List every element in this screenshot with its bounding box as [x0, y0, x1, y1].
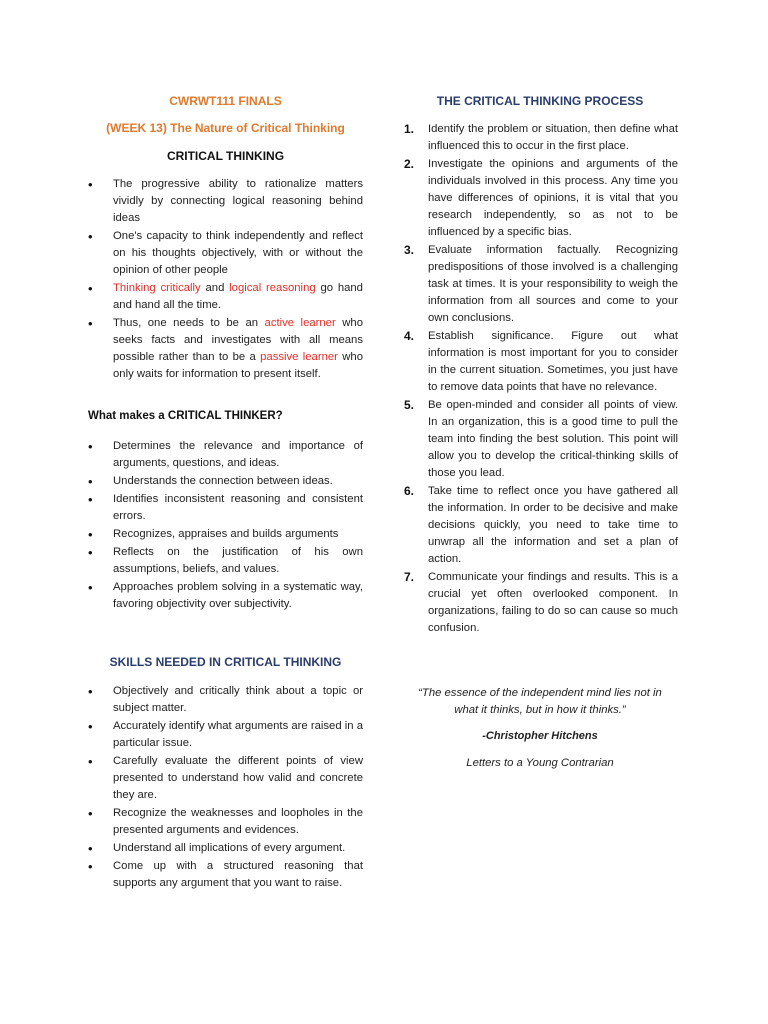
highlight-passive-learner: passive learner [260, 351, 338, 363]
week-title: (WEEK 13) The Nature of Critical Thinking [106, 121, 345, 135]
critical-thinker-list [88, 438, 363, 614]
process-step: 4. Establish significance. Figure out what information is most important for you to consider in the current situation. Sometimes, you just have to remove data points that have no relevance. [404, 329, 678, 393]
list-item: • Understand all implications of every argument. [88, 840, 363, 857]
process-step: 6. Take time to reflect once you have gathered all the information. In order to be decisive and make decisions quickly, you need to take time to unwrap all the information and set a plan of action. [404, 484, 678, 565]
process-step: 5. Be open-minded and consider all points of view. In an organization, this is a good time to pull the team into finding the best solution. This point will allow you to develop the critical-thinking skills of those you lead. [404, 398, 678, 479]
section-title-critical-thinking: CRITICAL THINKING [166, 149, 285, 163]
course-title: CWRWT111 FINALS [169, 94, 282, 108]
list-item: • Carefully evaluate the different points of view presented to understand how valid and concrete they are. [88, 753, 363, 804]
list-item: • Thinking critically and logical reasoning go hand and hand all the time. [88, 280, 363, 314]
list-item: • Accurately identify what arguments are raised in a particular issue. [88, 718, 363, 752]
highlight-thinking-critically: Thinking critically [113, 282, 201, 294]
list-item: • Identifies inconsistent reasoning and consistent errors. [88, 491, 363, 525]
list-item: • Come up with a structured reasoning that supports any argument that you want to raise. [88, 858, 363, 892]
list-item: • Recognizes, appraises and builds arguments [88, 526, 363, 543]
section-title-process: THE CRITICAL THINKING PROCESS [436, 94, 644, 108]
list-item: • Recognize the weaknesses and loopholes in the presented arguments and evidences. [88, 805, 363, 839]
process-steps-list [402, 121, 678, 638]
skills-list [88, 683, 363, 893]
list-item: • Reflects on the justification of his own assumptions, beliefs, and values. [88, 544, 363, 578]
list-item: • Understands the connection between ideas. [88, 473, 363, 490]
section-title-critical-thinker: What makes a CRITICAL THINKER? [88, 410, 283, 422]
list-item: • The progressive ability to rationalize matters vividly by connecting logical reasoning behind ideas [88, 176, 363, 227]
process-step: 3. Evaluate information factually. Recognizing predispositions of those involved is a challenging task at times. It is your responsibility to weigh the information from all sources and come to your own conclusions. [404, 243, 678, 324]
section-title-skills: SKILLS NEEDED IN CRITICAL THINKING [109, 655, 342, 669]
list-item: • Determines the relevance and importance of arguments, questions, and ideas. [88, 438, 363, 472]
list-item: • Approaches problem solving in a systematic way, favoring objectivity over subjectivity. [88, 579, 363, 613]
critical-thinking-list [88, 176, 363, 384]
process-step: 7. Communicate your findings and results. This is a crucial yet often overlooked component. In organizations, failing to do so can cause so much confusion. [404, 570, 678, 634]
quote-author: -Christopher Hitchens [482, 730, 598, 742]
highlight-logical-reasoning: logical reasoning [229, 282, 316, 294]
list-item: • One's capacity to think independently and reflect on his thoughts objectively, with or without the opinion of other people [88, 228, 363, 279]
list-item: • Thus, one needs to be an active learner who seeks facts and investigates with all means possible rather than to be a passive learner who only waits for information to present itself. [88, 315, 363, 383]
quote-source: Letters to a Young Contrarian [466, 757, 614, 769]
process-step: 1. Identify the problem or situation, then define what influenced this to occur in the first place. [404, 122, 678, 152]
quote-text: “The essence of the independent mind lies not in what it thinks, but in how it thinks.” [418, 687, 662, 716]
process-step: 2. Investigate the opinions and arguments of the individuals involved in this process. Any time you have differences of opinions, it is vital that you research independently, so as not to be influenced by a specific bias. [404, 157, 678, 238]
list-item: • Objectively and critically think about a topic or subject matter. [88, 683, 363, 717]
highlight-active-learner: active learner [264, 317, 336, 329]
